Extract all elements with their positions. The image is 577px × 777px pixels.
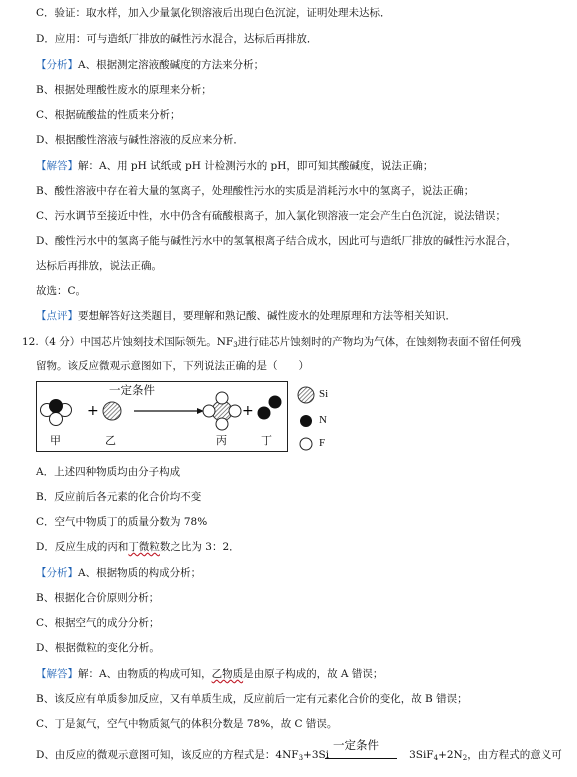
- atom-yi: [103, 402, 121, 420]
- legend-si: Si: [319, 388, 329, 400]
- plus-sign: +: [87, 403, 99, 419]
- analysis-d: D、根据酸性溶液与碱性溶液的反应来分析．: [36, 134, 244, 146]
- option-d: D．反应生成的丙和丁微粒数之比为 3：2．: [36, 541, 240, 553]
- label-ding: 丁: [261, 434, 272, 447]
- answer-line: 故选：C。: [36, 285, 87, 297]
- option-b: B．反应前后各元素的化合价均不变: [36, 491, 202, 503]
- label-yi: 乙: [105, 434, 116, 447]
- atom-legend: [297, 384, 357, 454]
- molecule-jia: [41, 399, 72, 426]
- solution-b: B、酸性溶液中存在着大量的氢离子，处理酸性污水的实质是消耗污水中的氢离子，说法正确；: [36, 185, 475, 197]
- analysis-tag: 【分析】: [36, 59, 78, 71]
- legend-f: F: [319, 437, 326, 449]
- equation-bar: [325, 758, 397, 759]
- analysis-text-12: A、根据物质的构成分析；: [78, 567, 202, 579]
- solution-tag: 【解答】: [36, 160, 78, 172]
- legend-n: N: [319, 414, 327, 426]
- solution-12-d: D、由反应的微观示意图可知，该反应的方程式是：$4NF_3+3Si$ $3SiF_4+2N_2$，由方程式的意义可: [36, 749, 562, 762]
- question-stem-1: 12.（4 分）中国芯片蚀刻技术国际领先。$NF_3$进行硅芯片蚀刻时的产物均为气体，在蚀刻物表面不留任何残: [22, 336, 522, 349]
- solution-c: C、污水调节至接近中性，水中仍含有硫酸根离子，加入氯化钡溶液一定会产生白色沉淀，说法错误；: [36, 210, 507, 222]
- plus-sign-2: +: [242, 403, 254, 419]
- analysis-line: [36, 58, 264, 72]
- option-c: C．空气中物质丁的质量分数为 78%: [36, 516, 208, 528]
- analysis-line-12: [36, 566, 201, 580]
- label-jia: 甲: [50, 434, 61, 447]
- comment-line: [36, 309, 456, 323]
- option-c-text: C．验证：取水样，加入少量氯化钡溶液后出现白色沉淀，证明处理未达标．: [36, 7, 391, 19]
- reaction-diagram: [36, 381, 288, 452]
- analysis-c: C、根据硫酸盐的性质来分析；: [36, 109, 181, 121]
- solution-12-b: B、该反应有单质参加反应，又有单质生成，反应前后一定有元素化合价的变化，故 B 错误；: [36, 693, 468, 705]
- molecule-ding: [258, 396, 282, 420]
- analysis-tag-12: 【分析】: [36, 567, 78, 579]
- option-d-text: D．应用：可与造纸厂排放的碱性污水混合，达标后再排放．: [36, 33, 318, 45]
- label-bing: 丙: [216, 434, 227, 447]
- comment-text: 要想解答好这类题目，要理解和熟记酸、碱性废水的处理原理和方法等相关知识．: [78, 310, 456, 322]
- equation-condition: 一定条件: [333, 738, 379, 752]
- solution-tag-12: 【解答】: [36, 668, 78, 680]
- analysis-b: B、根据处理酸性废水的原理来分析；: [36, 84, 212, 96]
- solution-text: 解：A、用 pH 试纸或 pH 计检测污水的 pH，即可知其酸碱度，说法正确；: [78, 160, 434, 172]
- reaction-svg: [37, 382, 287, 451]
- analysis-12-b: B、根据化合价原则分析；: [36, 592, 160, 604]
- solution-d-cont: 达标后再排放，说法正确。: [36, 260, 162, 272]
- legend-icons: [297, 384, 317, 454]
- analysis-text: A、根据测定溶液酸碱度的方法来分析；: [78, 59, 265, 71]
- solution-12-c: C、丁是氮气，空气中物质氮气的体积分数是 78%，故 C 错误。: [36, 718, 338, 730]
- solution-d: D、酸性污水中的氢离子能与碱性污水中的氢氧根离子结合成水，因此可与造纸厂排放的碱性污水混合，: [36, 235, 517, 247]
- solution-line: [36, 159, 433, 173]
- question-stem-2: 留物。该反应微观示意图如下，下列说法正确的是（ ）: [36, 360, 309, 372]
- molecule-bing: [203, 392, 241, 430]
- option-a: A．上述四种物质均由分子构成: [36, 466, 181, 478]
- analysis-12-c: C、根据空气的成分分析；: [36, 617, 160, 629]
- comment-tag: 【点评】: [36, 310, 78, 322]
- reaction-condition: 一定条件: [109, 383, 155, 397]
- reaction-arrow: [134, 408, 204, 414]
- analysis-12-d: D、根据微粒的变化分析。: [36, 642, 160, 654]
- solution-line-12: 【解答】解：A、由物质的构成可知，乙物质是由原子构成的，故 A 错误；: [36, 668, 384, 680]
